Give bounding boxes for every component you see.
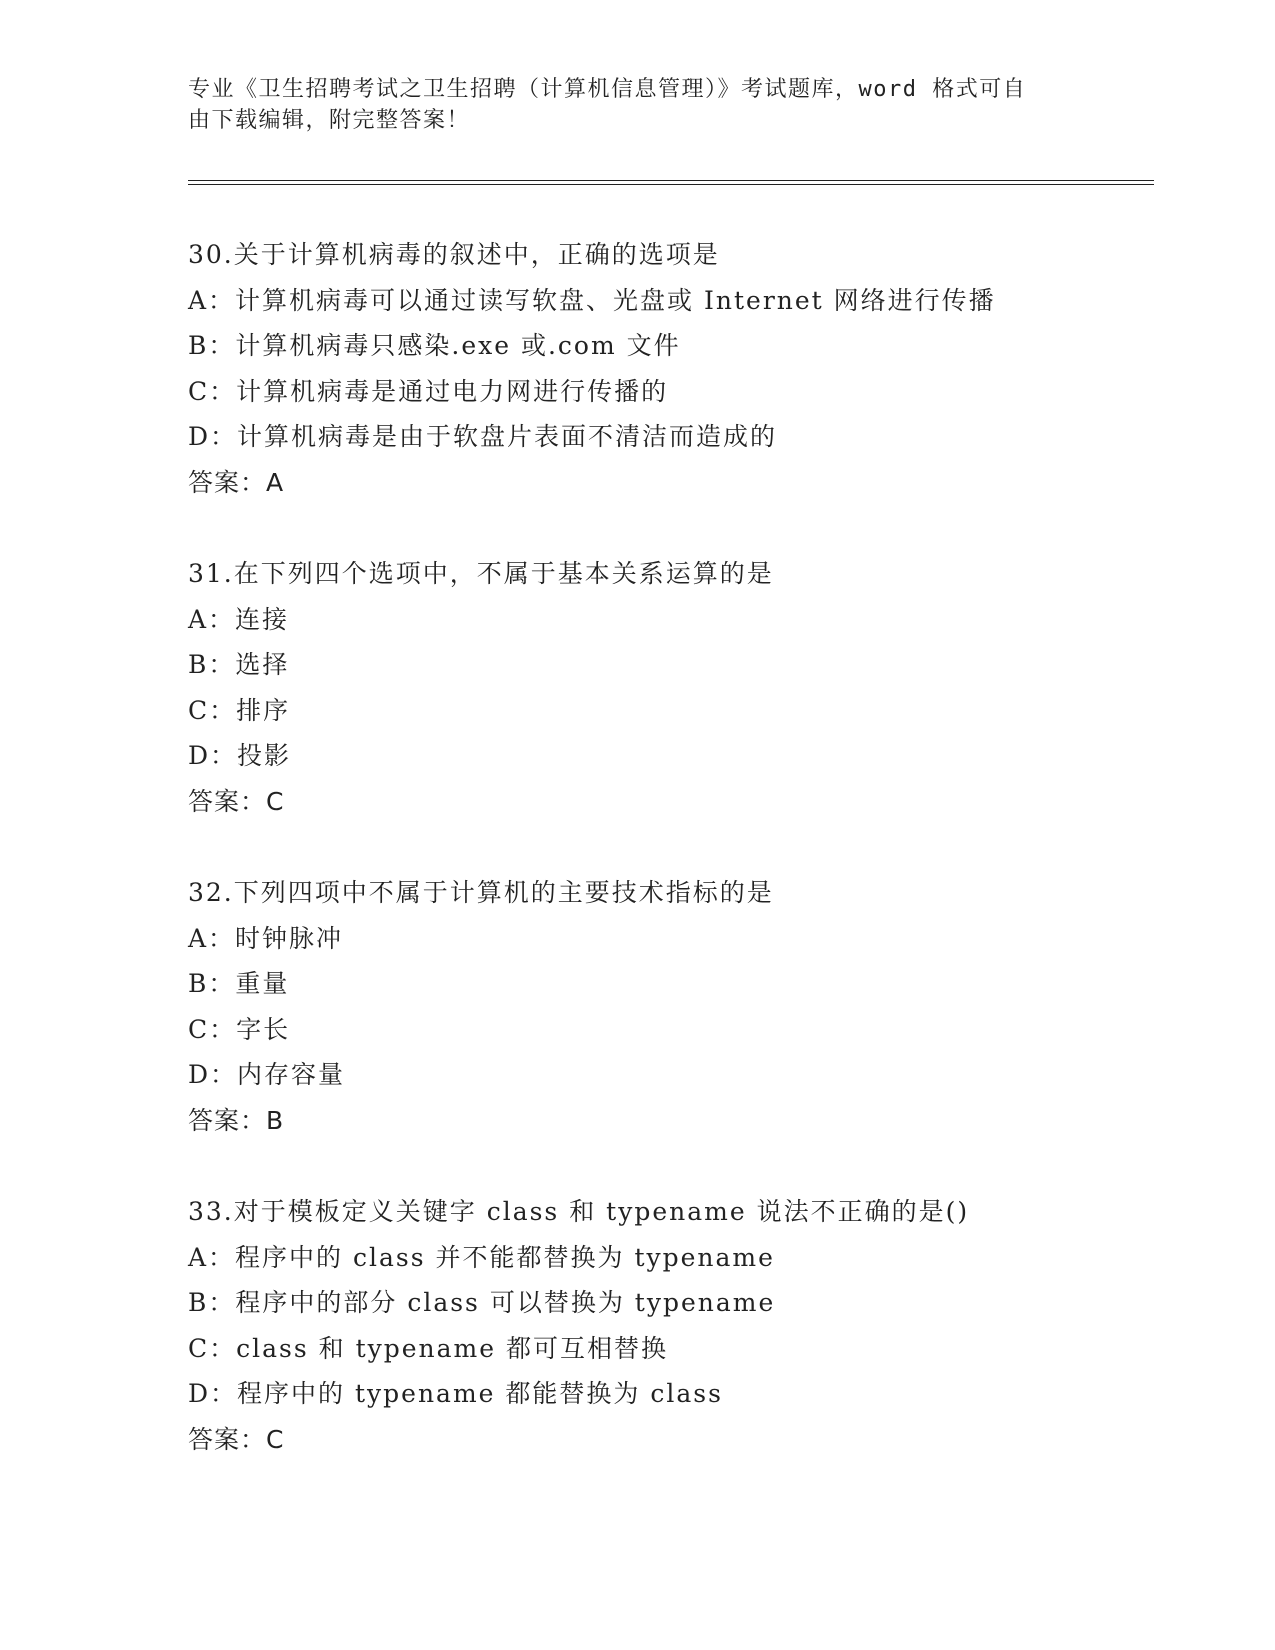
option-c: C：计算机病毒是通过电力网进行传播的 [188, 376, 669, 406]
answer-line: 答案：C [188, 786, 285, 816]
option-b: B：程序中的部分 class 可以替换为 typename [188, 1288, 776, 1317]
question-stem: 33.对于模板定义关键字 class 和 typename 说法不正确的是() [188, 1197, 970, 1226]
header-divider-top [188, 180, 1154, 181]
question-stem: 32.下列四项中不属于计算机的主要技术指标的是 [188, 878, 774, 907]
question-list [188, 232, 1148, 1508]
option-d: D：内存容量 [188, 1060, 346, 1089]
option-c: C：排序 [188, 695, 291, 725]
option-b: B：计算机病毒只感染.exe 或.com 文件 [188, 331, 681, 360]
question-32 [188, 870, 1148, 1143]
header-line-1: 专业《卫生招聘考试之卫生招聘（计算机信息管理）》考试题库，word 格式可自 [188, 77, 1027, 102]
document-header [188, 74, 1068, 136]
option-d: D：投影 [188, 741, 292, 770]
option-a: A：连接 [188, 604, 290, 634]
option-a: A：时钟脉冲 [188, 923, 344, 953]
question-stem: 31.在下列四个选项中，不属于基本关系运算的是 [188, 559, 774, 588]
header-line-2: 由下载编辑，附完整答案！ [188, 108, 471, 133]
answer-line: 答案：B [188, 1105, 285, 1135]
answer-line: 答案：A [188, 467, 285, 497]
option-b: B：选择 [188, 650, 290, 679]
option-c: C：字长 [188, 1014, 291, 1044]
option-c: C：class 和 typename 都可互相替换 [188, 1333, 669, 1363]
option-a: A：程序中的 class 并不能都替换为 typename [188, 1242, 775, 1272]
header-divider-bottom [188, 184, 1154, 185]
answer-line: 答案：C [188, 1424, 285, 1454]
option-d: D：计算机病毒是由于软盘片表面不清洁而造成的 [188, 422, 778, 451]
option-b: B：重量 [188, 969, 290, 998]
question-stem: 30.关于计算机病毒的叙述中，正确的选项是 [188, 240, 720, 269]
question-31 [188, 551, 1148, 824]
option-a: A：计算机病毒可以通过读写软盘、光盘或 Internet 网络进行传播 [188, 285, 996, 315]
option-d: D：程序中的 typename 都能替换为 class [188, 1379, 723, 1408]
question-33 [188, 1189, 1148, 1462]
question-30 [188, 232, 1148, 505]
